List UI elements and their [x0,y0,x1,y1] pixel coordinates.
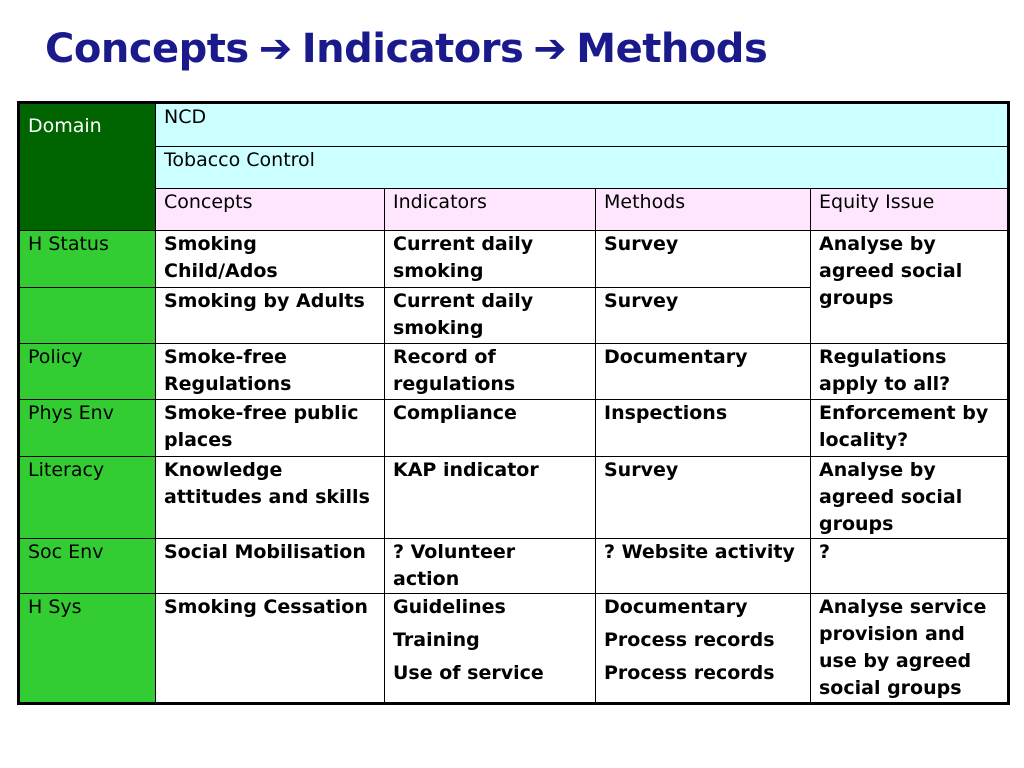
concepts-table [17,101,1010,705]
table-row-soc-env [19,539,1009,594]
concept-cell: Smoking by Adults [156,288,385,344]
table-row-tobacco [19,147,1009,189]
row-label-soc-env: Soc Env [19,539,156,594]
concept-cell: Smoke-free Regulations [156,344,385,400]
concept-cell: Smoking Cessation [156,594,385,704]
indicator-cell: Record of regulations [385,344,596,400]
row-label-policy: Policy [19,344,156,400]
indicator-cell: ? Volunteer action [385,539,596,594]
header-concepts: Concepts [156,189,385,231]
header-equity-issue: Equity Issue [811,189,1009,231]
method-cell: Documentary [596,344,811,400]
method-cell: Inspections [596,400,811,457]
equity-cell: Regulations apply to all? [811,344,1009,400]
slide-title [45,26,767,72]
indicator-list-cell [385,594,596,704]
equity-cell: Analyse by agreed social groups [811,457,1009,539]
concept-cell: Smoke-free public places [156,400,385,457]
indicator-item: Guidelines [393,596,506,618]
indicator-cell: KAP indicator [385,457,596,539]
method-list-cell [596,594,811,704]
table-header-row [19,189,1009,231]
header-indicators: Indicators [385,189,596,231]
equity-cell: ? [811,539,1009,594]
tobacco-control-cell: Tobacco Control [156,147,1009,189]
method-cell: ? Website activity [596,539,811,594]
method-cell: Survey [596,288,811,344]
row-label-literacy: Literacy [19,457,156,539]
method-item: Documentary [604,596,748,618]
title-indicators: Indicators [301,26,524,72]
row-label-phys-env: Phys Env [19,400,156,457]
indicator-item: Use of service [393,662,544,684]
concept-cell: Smoking Child/Ados [156,231,385,288]
concept-cell: Knowledge attitudes and skills [156,457,385,539]
domain-header-cell: Domain [19,103,156,231]
header-methods: Methods [596,189,811,231]
indicator-cell: Current daily smoking [385,288,596,344]
method-item: Process records [604,629,775,651]
title-methods: Methods [576,26,768,72]
row-label-h-sys: H Sys [19,594,156,704]
method-cell: Survey [596,457,811,539]
title-concepts: Concepts [45,26,249,72]
table-row-policy [19,344,1009,400]
concept-cell: Social Mobilisation [156,539,385,594]
table-row-h-status-1 [19,231,1009,288]
row-label-h-status: H Status [19,231,156,288]
ncd-cell: NCD [156,103,1009,147]
table-row-h-sys [19,594,1009,704]
right-arrow-icon: ➔ [258,26,292,72]
row-label-empty [19,288,156,344]
equity-cell: Analyse by agreed social groups [811,231,1009,344]
method-cell: Survey [596,231,811,288]
indicator-cell: Compliance [385,400,596,457]
table-row-ncd [19,103,1009,147]
equity-cell: Analyse service provision and use by agreed social groups [811,594,1009,704]
table-row-phys-env [19,400,1009,457]
equity-cell: Enforcement by locality? [811,400,1009,457]
method-item: Process records [604,662,775,684]
indicator-cell: Current daily smoking [385,231,596,288]
table-row-literacy [19,457,1009,539]
indicator-item: Training [393,629,480,651]
right-arrow-icon: ➔ [533,26,567,72]
